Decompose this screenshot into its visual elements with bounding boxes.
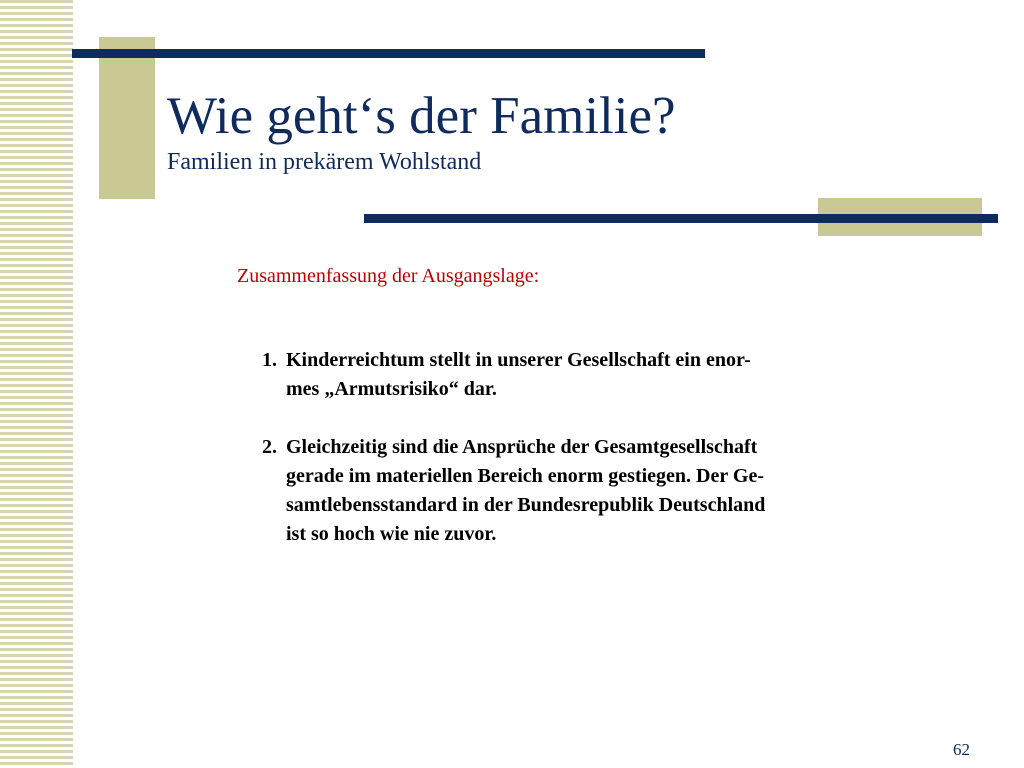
summary-point-1 (262, 346, 902, 404)
summary-points-list (262, 346, 902, 578)
point-text-line: Kinderreichtum stellt in unserer Gesellschaft ein enor- (286, 349, 751, 371)
point-text-line: gerade im materiellen Bereich enorm gestiegen. Der Ge- (286, 465, 764, 487)
decorative-stripes (0, 0, 73, 768)
point-text-line: Gleichzeitig sind die Ansprüche der Gesamtgesellschaft (286, 436, 758, 458)
point-number: 1. (262, 349, 277, 371)
slide-subtitle: Familien in prekärem Wohlstand (167, 149, 482, 175)
point-text-line: samtlebensstandard in der Bundesrepublik Deutschland (286, 494, 766, 516)
decorative-navy-line-right (364, 214, 998, 223)
decorative-olive-block-top (99, 37, 155, 199)
point-text-line: ist so hoch wie nie zuvor. (286, 523, 497, 545)
page-number: 62 (953, 740, 970, 759)
slide-title: Wie geht‘s der Familie? (167, 87, 676, 145)
point-text (286, 346, 751, 404)
point-text-line: mes „Armutsrisiko“ dar. (286, 378, 497, 400)
decorative-navy-line-top (72, 49, 705, 58)
point-text (286, 433, 765, 549)
summary-point-2 (262, 433, 902, 549)
point-number: 2. (262, 436, 277, 458)
summary-heading: Zusammenfassung der Ausgangslage: (237, 265, 540, 287)
